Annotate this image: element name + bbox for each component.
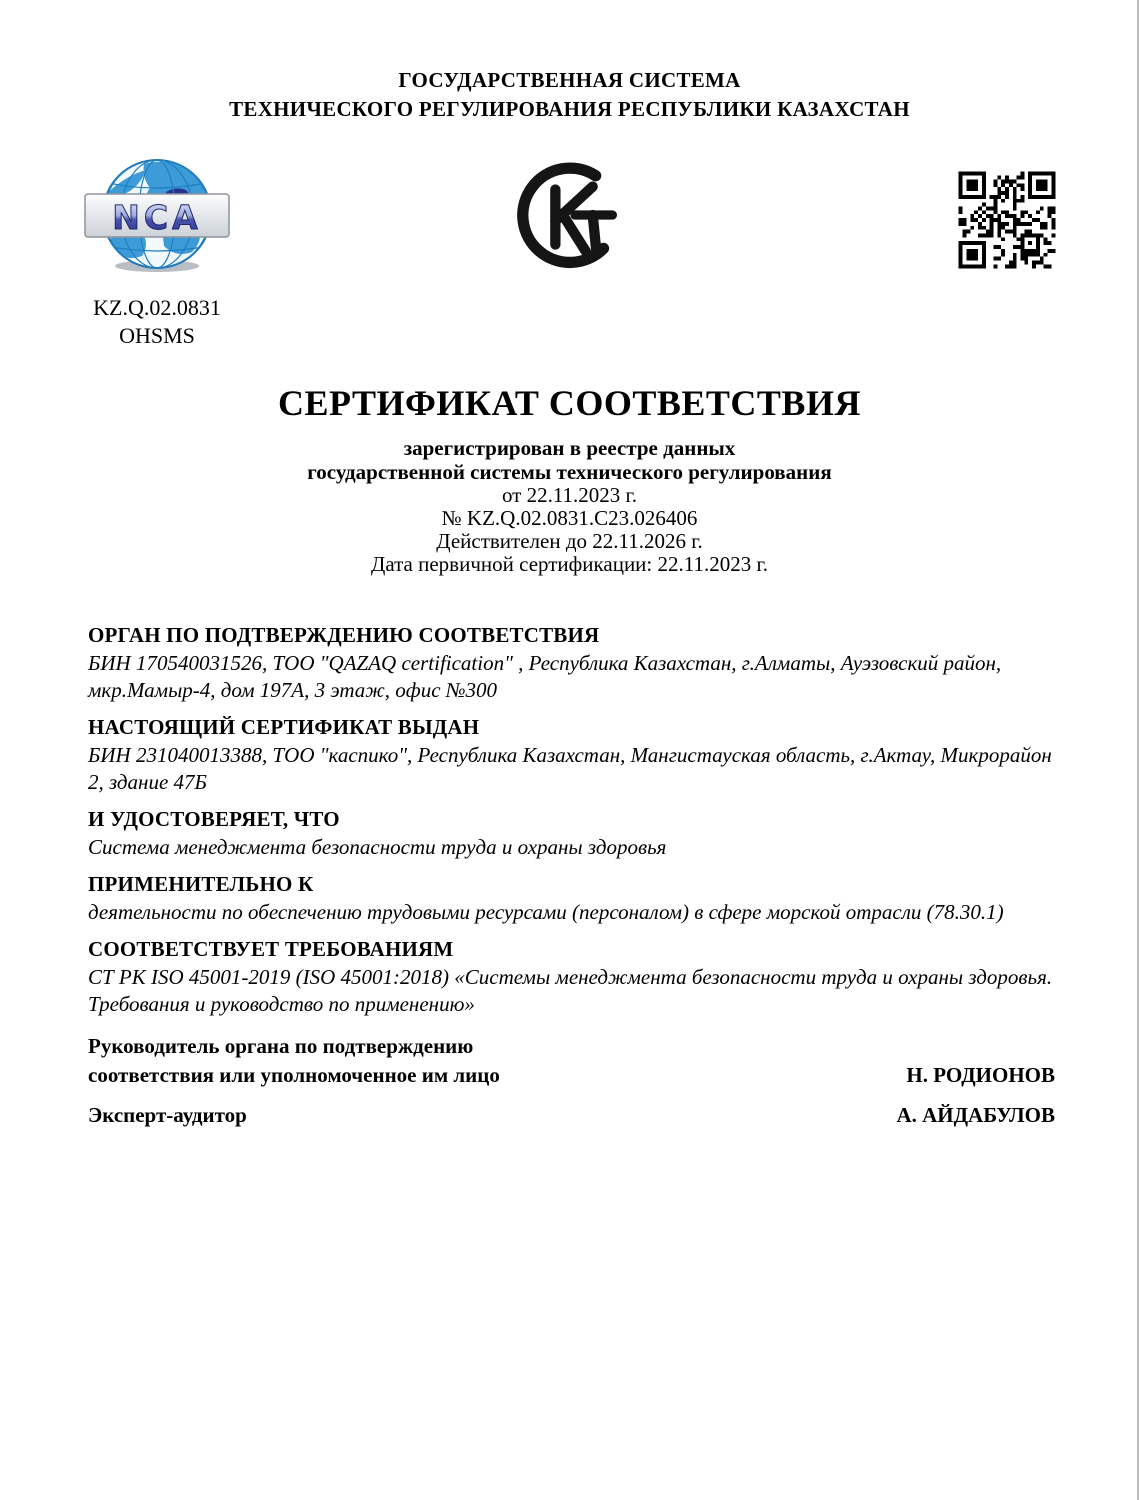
auditor-label: Эксперт-аудитор (88, 1103, 247, 1127)
signature-row-head (88, 1032, 1055, 1090)
issue-date: от 22.11.2023 г. (501, 483, 638, 507)
certificate-number: № KZ.Q.02.0831.C23.026406 (441, 506, 698, 530)
auditor-signature-label (88, 1101, 247, 1130)
conformity-mark-block (512, 160, 640, 277)
valid-until: Действителен до 22.11.2026 г. (436, 529, 703, 553)
section-body: БИН 170540031526, ТОО "QAZAQ certification" , Республика Казахстан, г.Алматы, Ауэзовский район, мкр.Мамыр-4, дом 197А, 3 этаж, офис №300 (88, 651, 1002, 702)
head-signature-label (88, 1032, 500, 1090)
page-header (0, 66, 1139, 124)
certificate-body (88, 622, 1055, 1130)
section-heading: ОРГАН ПО ПОДТВЕРЖДЕНИЮ СООТВЕТСТВИЯ (88, 623, 600, 647)
scheme-code: OHSMS (119, 323, 195, 348)
nca-globe-logo-icon (84, 158, 230, 276)
registry-line-2: государственной системы технического регулирования (307, 460, 832, 484)
accreditation-code: KZ.Q.02.0831 (93, 295, 221, 320)
nca-accreditation-block (82, 158, 232, 350)
section-body: Система менеджмента безопасности труда и охраны здоровья (88, 835, 667, 859)
signature-row-auditor (88, 1101, 1055, 1130)
section-heading: И УДОСТОВЕРЯЕТ, ЧТО (88, 807, 340, 831)
head-label-line-1: Руководитель органа по подтверждению (88, 1034, 474, 1058)
qr-code (951, 164, 1063, 276)
section-heading: ПРИМЕНИТЕЛЬНО К (88, 872, 314, 896)
section-body: БИН 231040013388, ТОО "каспико", Республика Казахстан, Мангистауская область, г.Актау, Микрорайон 2, здание 47Б (88, 743, 1052, 794)
certificate-title: СЕРТИФИКАТ СООТВЕТСТВИЯ (278, 383, 861, 423)
section-certification-body (88, 622, 1055, 704)
accreditation-codes (82, 294, 232, 350)
header-line-2: ТЕХНИЧЕСКОГО РЕГУЛИРОВАНИЯ РЕСПУБЛИКИ КАЗАХСТАН (229, 97, 910, 121)
section-issued-to (88, 714, 1055, 796)
registry-line-1: зарегистрирован в реестре данных (403, 436, 736, 460)
conformity-mark-icon (512, 160, 640, 272)
section-body: СТ РК ISO 45001-2019 (ISO 45001:2018) «Системы менеджмента безопасности труда и охраны здоровья. Требования и руководство по применению» (88, 965, 1053, 1016)
qr-code-block (951, 164, 1063, 276)
nca-logo-text: NCA (112, 198, 202, 237)
section-certifies-that (88, 806, 1055, 861)
head-signature-name: Н. РОДИОНОВ (906, 1063, 1055, 1087)
section-applicable-to (88, 871, 1055, 926)
signature-block (88, 1032, 1055, 1130)
head-label-line-2: соответствия или уполномоченное им лицо (88, 1063, 500, 1087)
header-line-1: ГОСУДАРСТВЕННАЯ СИСТЕМА (398, 68, 741, 92)
title-block (0, 382, 1139, 576)
section-heading: НАСТОЯЩИЙ СЕРТИФИКАТ ВЫДАН (88, 715, 480, 739)
section-body: деятельности по обеспечению трудовыми ресурсами (персоналом) в сфере морской отрасли (78.30.1) (88, 900, 1004, 924)
section-complies-with (88, 936, 1055, 1018)
first-certification-date: Дата первичной сертификации: 22.11.2023 г. (371, 552, 768, 576)
auditor-signature-name: А. АЙДАБУЛОВ (896, 1103, 1055, 1127)
section-heading: СООТВЕТСТВУЕТ ТРЕБОВАНИЯМ (88, 937, 454, 961)
